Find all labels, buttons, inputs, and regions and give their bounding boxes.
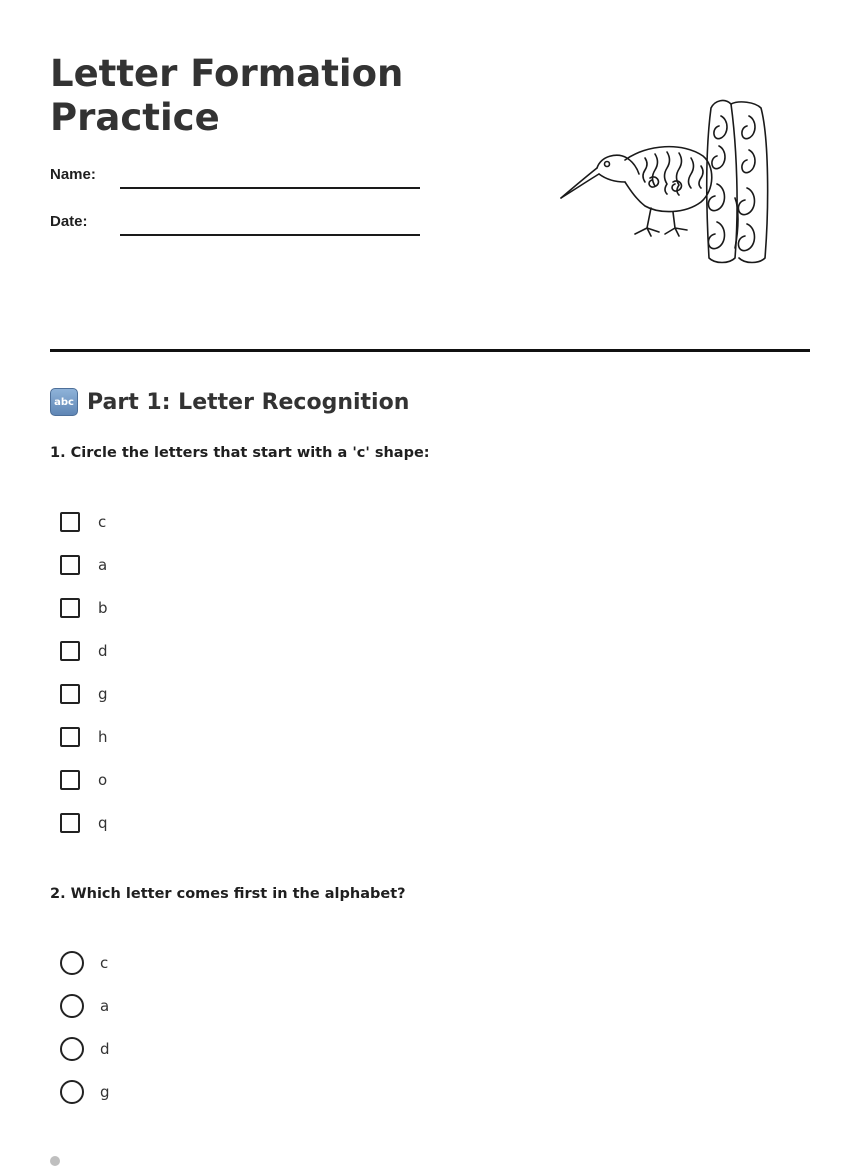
name-label: Name: — [50, 166, 96, 183]
option-label: c — [98, 513, 107, 531]
radio-option[interactable] — [60, 1037, 110, 1061]
next-section-icon — [50, 1156, 60, 1166]
abc-icon: abc — [50, 388, 78, 416]
checkbox-option[interactable] — [60, 811, 108, 835]
checkbox[interactable] — [60, 770, 80, 790]
option-label: h — [98, 728, 108, 746]
checkbox[interactable] — [60, 684, 80, 704]
option-label: d — [100, 1040, 110, 1058]
title-line-2: Practice — [50, 96, 220, 139]
option-label: b — [98, 599, 108, 617]
radio-option[interactable] — [60, 994, 109, 1018]
checkbox-option[interactable] — [60, 553, 107, 577]
radio-option[interactable] — [60, 951, 108, 975]
option-label: a — [98, 556, 108, 574]
part1-heading — [50, 388, 409, 416]
name-field[interactable] — [120, 187, 420, 189]
date-field[interactable] — [120, 234, 420, 236]
part1-title: Part 1: Letter Recognition — [87, 389, 410, 415]
checkbox-option[interactable] — [60, 768, 107, 792]
section-divider — [50, 349, 810, 352]
checkbox-option[interactable] — [60, 725, 108, 749]
checkbox-option[interactable] — [60, 639, 108, 663]
checkbox-option[interactable] — [60, 510, 106, 534]
radio-option[interactable] — [60, 1080, 110, 1104]
radio-button[interactable] — [60, 1037, 84, 1061]
title-line-1: Letter Formation — [50, 52, 404, 95]
checkbox[interactable] — [60, 555, 80, 575]
checkbox[interactable] — [60, 813, 80, 833]
radio-button[interactable] — [60, 994, 84, 1018]
radio-button[interactable] — [60, 1080, 84, 1104]
option-label: a — [100, 997, 110, 1015]
date-label: Date: — [50, 213, 88, 230]
checkbox[interactable] — [60, 727, 80, 747]
checkbox[interactable] — [60, 641, 80, 661]
question-1: 1. Circle the letters that start with a 'c' shape: — [50, 445, 430, 461]
question-2: 2. Which letter comes first in the alphabet? — [50, 886, 406, 902]
checkbox-option[interactable] — [60, 596, 108, 620]
option-label: g — [98, 685, 108, 703]
checkbox[interactable] — [60, 512, 80, 532]
checkbox[interactable] — [60, 598, 80, 618]
kiwi-bird-with-koru-fern-icon — [555, 98, 785, 268]
option-label: o — [98, 771, 108, 789]
option-label: d — [98, 642, 108, 660]
option-label: q — [98, 814, 108, 832]
page-title — [50, 52, 470, 140]
option-label: c — [100, 954, 109, 972]
checkbox-option[interactable] — [60, 682, 108, 706]
radio-button[interactable] — [60, 951, 84, 975]
option-label: g — [100, 1083, 110, 1101]
